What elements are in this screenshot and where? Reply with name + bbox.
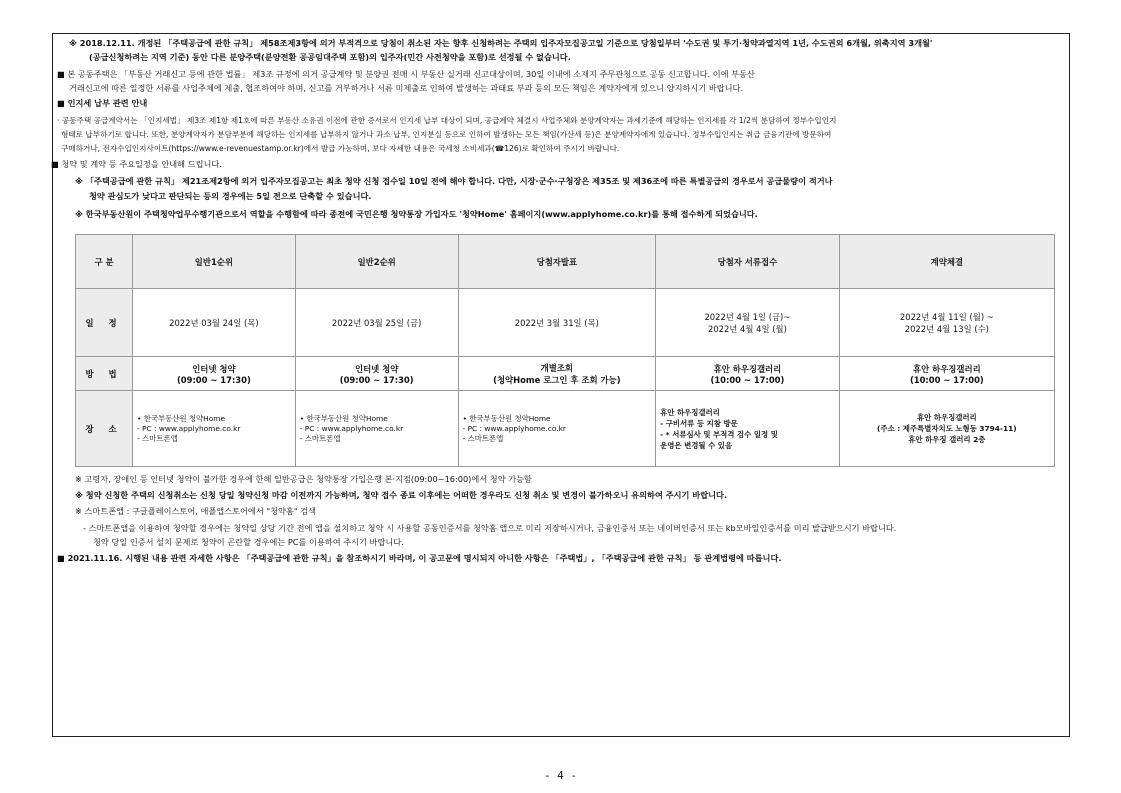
document-frame — [52, 33, 1070, 737]
table-cell: 2022년 4월 1일 (금)~ 2022년 4월 4일 (월) — [656, 289, 840, 357]
schedule-intro: ■ 청약 및 계약 등 주요일정을 안내해 드립니다. — [51, 159, 222, 169]
table-cell: 2022년 03월 24일 (목) — [133, 289, 296, 357]
table-row — [76, 357, 1055, 391]
footnote-app-detail: - 스마트폰앱을 이용하여 청약할 경우에는 청약일 상당 기간 전에 앱을 설치하고 청약 시 사용할 공동인증서를 청약홈 앱으로 미리 저장하시거나, 금융인증서 또는 네이버인증서 또는 kb모바일인증서를 미리 발급받으시기 바랍니다. — [83, 523, 897, 533]
table-cell: 인터넷 청약 (09:00 ~ 17:30) — [295, 357, 458, 391]
table-header-row — [76, 235, 1055, 289]
table-row — [76, 391, 1055, 467]
table-cell: • 한국부동산원 청약Home - PC : www.applyhome.co.kr - 스마트폰앱 — [295, 391, 458, 467]
table-cell: 휴안 하우징갤러리 (10:00 ~ 17:00) — [839, 357, 1054, 391]
header-document-submission: 당첨자 서류접수 — [656, 235, 840, 289]
table-cell: 2022년 03월 25일 (금) — [295, 289, 458, 357]
header-winner-announcement: 당첨자발표 — [458, 235, 656, 289]
note-applyhome: ※ 한국부동산원이 주택청약업무수행기관으로서 역할을 수행함에 따라 종전에 국민은행 청약통장 가입자도 '청약Home' 홈페이지(www.applyhome.co.kr)를 통해 접수하게 되었습니다. — [75, 209, 758, 219]
note-real-estate-report: ■ 본 공동주택은 「부동산 거래신고 등에 관한 법률」 제3조 규정에 의거 공급계약 및 분양권 전매 시 부동산 실거래 신고대상이며, 30일 이내에 소재지 주무관청으로 공동 신고합니다. 이에 부동산 — [57, 69, 755, 79]
table-cell: • 한국부동산원 청약Home - PC : www.applyhome.co.kr - 스마트폰앱 — [458, 391, 656, 467]
row-label-schedule: 일 정 — [76, 289, 133, 357]
note-real-estate-report-cont: 거래신고에 따른 일정한 서류를 사업주체에 제출, 협조하여야 하며, 신고를 거부하거나 서류 미제출로 인하여 발생하는 과태료 부과 등의 모든 책임은 계약자에게 있으니 양지하시기 바랍니다. — [69, 83, 744, 93]
footnote-app-detail-cont: 청약 당일 인증서 설치 문제로 청약이 곤란할 경우에는 PC를 이용하여 주시기 바랍니다. — [93, 537, 404, 547]
note-announcement-rule: ※ 「주택공급에 관한 규칙」 제21조제2항에 의거 입주자모집공고는 최초 청약 신청 접수일 10일 전에 해야 합니다. 다만, 시장·군수·구청장은 제35조 및 제36조에 따른 특별공급의 경우로서 공급물량이 적거나 — [75, 176, 833, 186]
table-cell: 인터넷 청약 (09:00 ~ 17:30) — [133, 357, 296, 391]
table-cell: 휴안 하우징갤러리 (주소 : 제주특별자치도 노형동 3794-11) 휴안 하우징 갤러리 2층 — [839, 391, 1054, 467]
row-label-method: 방 법 — [76, 357, 133, 391]
schedule-table — [75, 234, 1055, 467]
table-cell: 개별조회 (청약Home 로그인 후 조회 가능) — [458, 357, 656, 391]
footnote-laws: ■ 2021.11.16. 시행된 내용 관련 자세한 사항은 「주택공급에 관한 규칙」을 참조하시기 바라며, 이 공고문에 명시되지 아니한 사항은 「주택법」, 「주택공급에 관한 규칙」 등 관계법령에 따릅니다. — [57, 553, 782, 563]
footnote-elderly: ※ 고령자, 장애인 등 인터넷 청약이 불가한 경우에 한해 일반공급은 청약통장 가입은행 본·지점(09:00~16:00)에서 청약 가능함 — [75, 474, 532, 484]
stamp-tax-text-3: 구매하거나, 전자수입인지사이트(https://www.e-revenuestamp.or.kr)에서 발급 가능하며, 보다 자세한 내용은 국세청 소비세과(☎126)로 확인하여 주시기 바랍니다. — [61, 144, 620, 153]
note-announcement-rule-cont: 청약 관심도가 낮다고 판단되는 등의 경우에는 5일 전으로 단축할 수 있습니다. — [89, 191, 372, 201]
stamp-tax-text-2: 형태로 납부하기로 합니다. 또한, 분양계약자가 분담부분에 해당하는 인지세를 납부하지 않거나 과소 납부, 인지분실 등으로 인하여 발생하는 모든 책임(가산세 등)은 분양계약자에게 있습니다. 정부수입인지는 취급 금융기관에 방문하여 — [61, 130, 832, 139]
page-number: - 4 - — [543, 769, 578, 782]
stamp-tax-heading: ■ 인지세 납부 관련 안내 — [57, 98, 148, 108]
table-cell: 2022년 3월 31일 (목) — [458, 289, 656, 357]
header-category: 구 분 — [76, 235, 133, 289]
header-general-1st: 일반1순위 — [133, 235, 296, 289]
stamp-tax-text-1: · 공동주택 공급계약서는 「인지세법」 제3조 제1항 제1호에 따른 부동산 소유권 이전에 관한 증서로서 인지세 납부 대상이 되며, 공급계약 체결시 사업주체와 분양계약자는 과세기준에 해당하는 인지세를 각 1/2씩 분담하여 정부수입인지 — [57, 116, 837, 125]
table-row — [76, 289, 1055, 357]
header-contract: 계약체결 — [839, 235, 1054, 289]
header-general-2nd: 일반2순위 — [295, 235, 458, 289]
footnote-cancel: ※ 청약 신청한 주택의 신청취소는 신청 당일 청약신청 마감 이전까지 가능하며, 청약 접수 종료 이후에는 어떠한 경우라도 신청 취소 및 변경이 불가하오니 유의하여 주시기 바랍니다. — [75, 490, 728, 500]
footnote-app: ※ 스마트폰앱 : 구글플레이스토어, 애플앱스토어에서 "청약홈" 검색 — [75, 506, 317, 516]
table-cell: 휴안 하우징갤러리 (10:00 ~ 17:00) — [656, 357, 840, 391]
note-reapply-limit: ※ 2018.12.11. 개정된 「주택공급에 관한 규칙」 제58조제3항에 의거 부적격으로 당첨이 취소된 자는 향후 신청하려는 주택의 입주자모집공고일 기준으로 당첨일부터 '수도권 및 투기·청약과열지역 1년, 수도권외 6개월, 위축지역 3개월' — [69, 38, 933, 48]
table-cell: 휴안 하우징갤러리 - 구비서류 등 지참 방문 - * 서류심사 및 부적격 검수 일정 및 운영은 변경될 수 있음 — [656, 391, 840, 467]
table-cell: 2022년 4월 11일 (월) ~ 2022년 4월 13일 (수) — [839, 289, 1054, 357]
note-reapply-limit-cont: (공급신청하려는 지역 기준) 동안 다른 분양주택(분양전환 공공임대주택 포함)의 입주자(민간 사전청약을 포함)로 선정될 수 없습니다. — [89, 52, 571, 62]
row-label-place: 장 소 — [76, 391, 133, 467]
table-cell: • 한국부동산원 청약Home - PC : www.applyhome.co.kr - 스마트폰앱 — [133, 391, 296, 467]
